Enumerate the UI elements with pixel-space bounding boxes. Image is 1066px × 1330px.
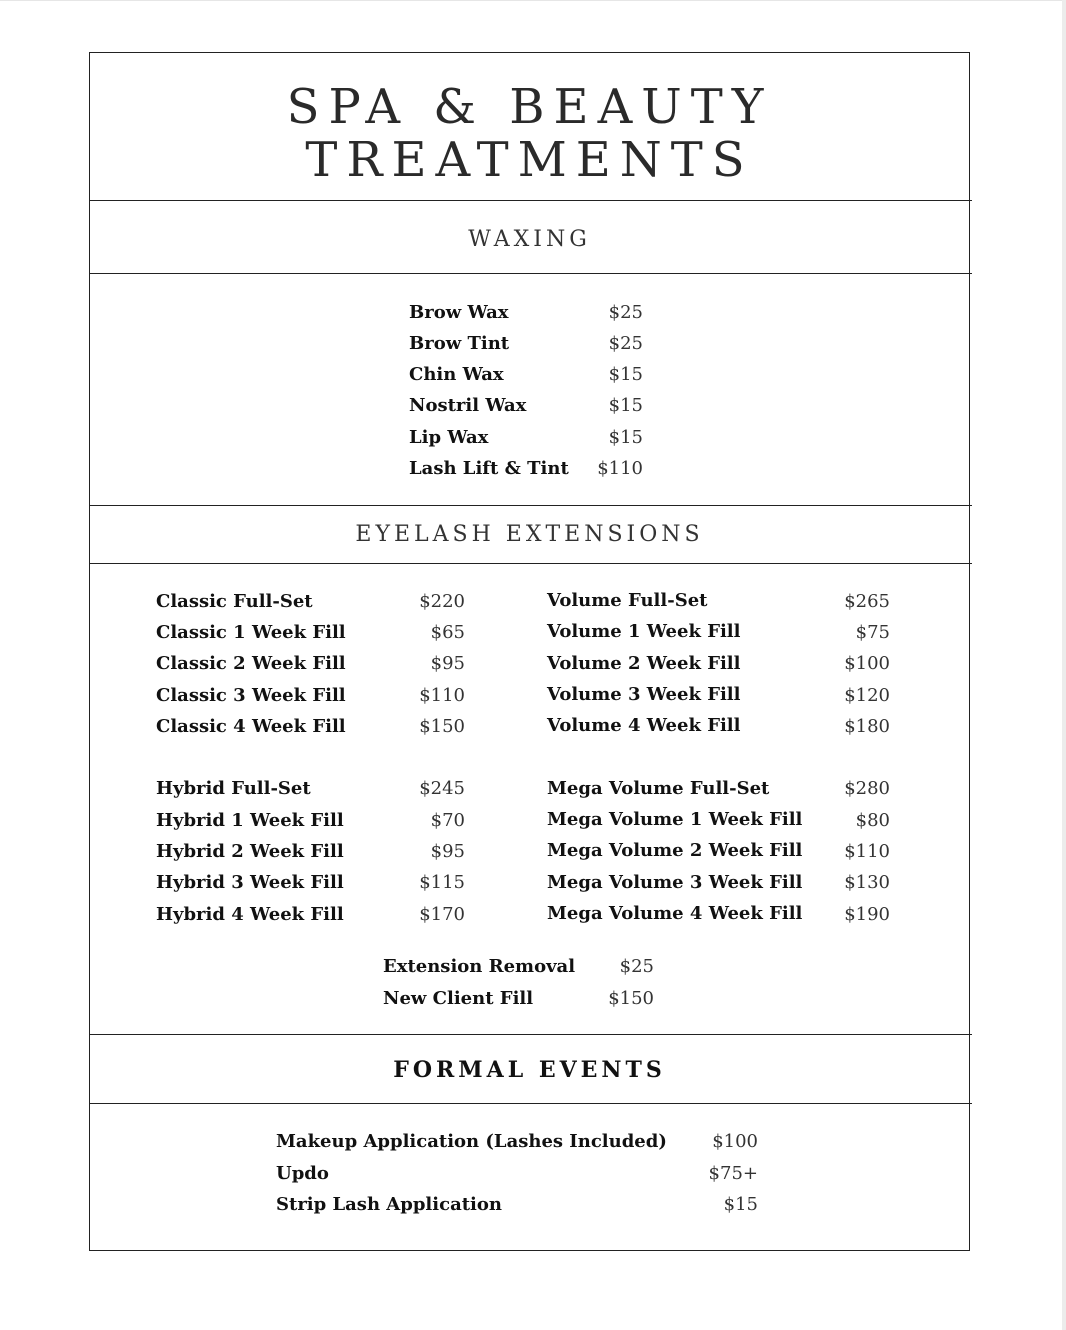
list-item-price: $110	[844, 841, 890, 862]
list-item-price: $15	[608, 427, 643, 448]
list-item-name: Chin Wax	[409, 364, 504, 385]
list-item-price: $115	[419, 872, 465, 893]
list-item-name: Mega Volume 4 Week Fill	[547, 903, 803, 924]
list-item-name: Updo	[276, 1163, 329, 1184]
list-item-price: $120	[844, 685, 890, 706]
list-item-name: Brow Tint	[409, 333, 510, 354]
divider	[89, 1103, 972, 1104]
list-item-name: Mega Volume 1 Week Fill	[547, 809, 803, 830]
list-item-price: $15	[608, 364, 643, 385]
divider	[89, 505, 972, 506]
list-item-price: $265	[844, 591, 890, 612]
list-item-name: Volume 1 Week Fill	[547, 621, 741, 642]
list-item-name: Volume 3 Week Fill	[547, 684, 741, 705]
divider	[89, 1034, 972, 1035]
list-item-price: $95	[430, 841, 465, 862]
list-item-price: $75	[855, 622, 890, 643]
list-item-price: $15	[723, 1194, 758, 1215]
list-item-price: $245	[419, 778, 465, 799]
list-item-name: Hybrid Full-Set	[156, 778, 311, 799]
list-item-name: Lash Lift & Tint	[409, 458, 569, 479]
list-item-name: Hybrid 1 Week Fill	[156, 810, 344, 831]
list-item-price: $110	[597, 458, 643, 479]
list-item-name: Lip Wax	[409, 427, 489, 448]
divider	[89, 200, 972, 201]
list-item-price: $15	[608, 395, 643, 416]
list-item-name: New Client Fill	[383, 988, 534, 1009]
list-item-name: Volume 4 Week Fill	[547, 715, 741, 736]
page-title-line-1: SPA & BEAUTY	[286, 79, 773, 135]
list-item-price: $220	[419, 591, 465, 612]
list-item-price: $95	[430, 653, 465, 674]
list-item-name: Classic 3 Week Fill	[156, 685, 346, 706]
list-item-price: $70	[430, 810, 465, 831]
list-item-name: Classic 4 Week Fill	[156, 716, 346, 737]
list-item-price: $110	[419, 685, 465, 706]
list-item-name: Mega Volume 2 Week Fill	[547, 840, 803, 861]
list-item-price: $75+	[708, 1163, 758, 1184]
list-item-name: Classic 1 Week Fill	[156, 622, 346, 643]
divider	[89, 563, 972, 564]
page-top-edge	[0, 0, 1066, 1]
list-item-price: $280	[844, 778, 890, 799]
list-item-name: Volume Full-Set	[547, 590, 708, 611]
list-item-name: Nostril Wax	[409, 395, 527, 416]
list-item-price: $150	[608, 988, 654, 1009]
list-item-price: $25	[619, 956, 654, 977]
list-item-price: $25	[608, 302, 643, 323]
list-item-name: Makeup Application (Lashes Included)	[276, 1131, 667, 1152]
section-heading-waxing: WAXING	[468, 227, 591, 252]
list-item-name: Classic Full-Set	[156, 591, 313, 612]
list-item-price: $80	[855, 810, 890, 831]
list-item-price: $190	[844, 904, 890, 925]
divider	[89, 273, 972, 274]
list-item-name: Brow Wax	[409, 302, 509, 323]
list-item-name: Hybrid 3 Week Fill	[156, 872, 344, 893]
list-item-price: $150	[419, 716, 465, 737]
list-item-name: Mega Volume Full-Set	[547, 778, 770, 799]
list-item-price: $25	[608, 333, 643, 354]
list-item-name: Strip Lash Application	[276, 1194, 502, 1215]
list-item-name: Volume 2 Week Fill	[547, 653, 741, 674]
section-heading-formal-events: FORMAL EVENTS	[393, 1057, 666, 1083]
list-item-name: Hybrid 2 Week Fill	[156, 841, 344, 862]
list-item-price: $170	[419, 904, 465, 925]
list-item-name: Extension Removal	[383, 956, 576, 977]
list-item-name: Mega Volume 3 Week Fill	[547, 872, 803, 893]
page-right-edge	[1062, 0, 1066, 1330]
list-item-price: $100	[844, 653, 890, 674]
page-title-line-2: TREATMENTS	[305, 132, 754, 188]
list-item-price: $130	[844, 872, 890, 893]
list-item-price: $180	[844, 716, 890, 737]
list-item-price: $65	[430, 622, 465, 643]
list-item-name: Classic 2 Week Fill	[156, 653, 346, 674]
list-item-price: $100	[712, 1131, 758, 1152]
list-item-name: Hybrid 4 Week Fill	[156, 904, 344, 925]
section-heading-eyelash-extensions: EYELASH EXTENSIONS	[355, 522, 704, 547]
